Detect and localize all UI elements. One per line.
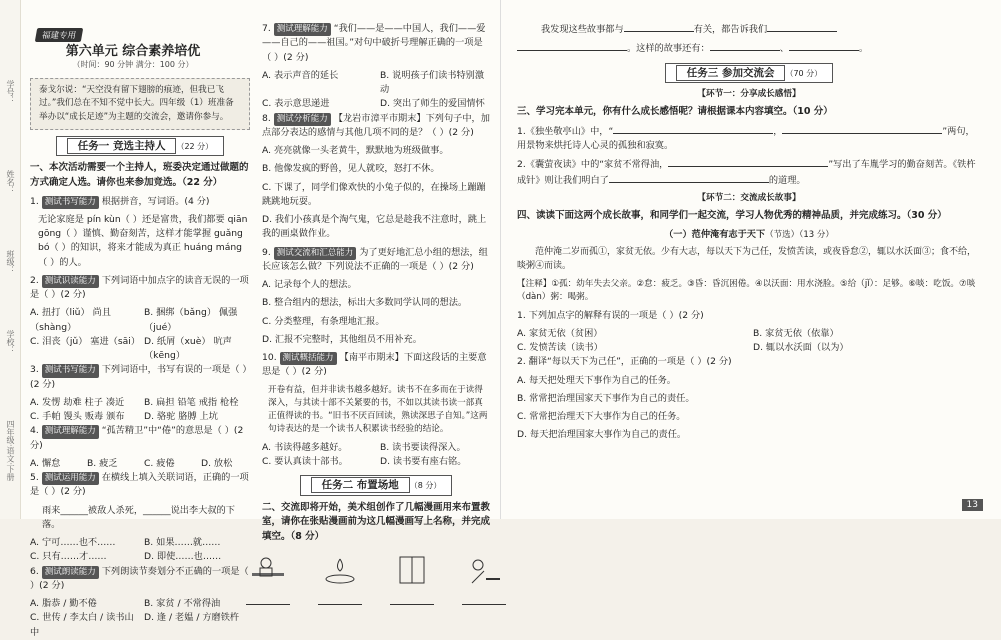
option[interactable]: D. 突出了师生的爱国情怀 (380, 98, 485, 110)
found-line (517, 22, 981, 37)
skill-tag: 测试理解能力 (42, 425, 99, 438)
option[interactable]: B. 整合组内的想法，标出大多数同学认同的想法。 (262, 297, 468, 309)
q3-head-text: 三、学习完本单元，你有什么成长感悟呢？请根据课本内容填空。 (517, 106, 793, 118)
option[interactable]: A. 亮亮就像一头老黄牛，默默地为班级做事。 (262, 145, 449, 156)
option[interactable]: D. 逢 / 老媪 / 方磨铁杵 (144, 612, 240, 624)
found-blank-2[interactable] (767, 22, 837, 32)
q10-options (262, 441, 490, 470)
task1-title: 任务一 竞选主持人 (67, 138, 177, 154)
product-label: 四年级·语文·下册 (6, 420, 15, 482)
q1-item-1: 1. 测试书写能力 根据拼音，写词语。(4 分) (30, 195, 250, 209)
option[interactable]: C. 疲倦 (144, 457, 175, 469)
q10: 10. 测试概括能力 【南平市期末】下面这段话的主要意思是（ ）(2 分) (262, 352, 487, 378)
option[interactable]: C. 手帕 馒头 贩毒 颁布 (30, 411, 125, 423)
q8: 8. 测试分析能力 【龙岩市漳平市期末】下列句子中，加点部分表达的感情与其他几项不同的是？（ ）(2 分) (262, 112, 490, 138)
option[interactable]: D. 纸屑（xuè） 吭声（kēng） (144, 335, 232, 362)
found-blank-3[interactable] (517, 41, 627, 51)
question-1 (30, 161, 250, 190)
task3-header (517, 63, 981, 83)
option[interactable]: D. 辄以水沃面（以为） (753, 342, 849, 354)
classical-passage: 范仲淹二岁而孤①，家贫无依。少有大志，每以天下为己任，发愤苦读，或夜昏怠②，辄以水沃面③；食不给，啖粥④而读。 (517, 247, 977, 272)
option[interactable]: A. 脂恭 / 勤不倦 (30, 598, 97, 610)
right-page (500, 0, 1001, 519)
question-3 (517, 105, 981, 120)
intro-quote: 泰戈尔说：“天空没有留下翅膀的痕迹，但我已飞过。”我们总在不知不觉中长大。四年级（1）班准备举办以“成长足迹”为主题的交流会，邀请你参与。 (30, 78, 250, 130)
option[interactable]: A. 表示声音的延长 (262, 69, 339, 81)
option[interactable]: B. 家贫 / 不常得油 (144, 598, 221, 610)
option[interactable]: D. 读书要有座右铭。 (380, 456, 467, 467)
found-line-2: 。这样的故事还有： 、 。 (517, 41, 981, 56)
q2-options (30, 306, 250, 363)
option[interactable]: A. 家贫无依（贫困） (517, 327, 603, 339)
comic-1-title-blank[interactable] (246, 598, 290, 605)
option[interactable]: A. 书读得越多越好。 (262, 441, 348, 453)
r-q3-1-text: 1.《独坐敬亭山》中，“ (517, 125, 614, 137)
q8-text: 下列句子中，加点部分表达的感情与其他几项不同的是？（ ）(2 分) (262, 112, 490, 138)
option[interactable]: B. 扁担 铅笔 戒指 枪栓 (144, 396, 239, 408)
region-badge: 福建专用 (35, 28, 83, 42)
option[interactable]: C. 世传 / 李太白 / 读书山中 (30, 612, 134, 638)
option[interactable]: B. 疲乏 (87, 457, 118, 469)
option[interactable]: A. 宁可……也不…… (30, 537, 116, 549)
q4-head-text: 四、读读下面这两个成长故事，和同学们一起交流，学习人物优秀的精神品质，并完成练习。 (517, 210, 907, 222)
right-column (517, 22, 981, 447)
skill-tag: 测试交流和汇总能力 (274, 247, 357, 260)
r-q3-2-text: 2.《囊萤夜读》中的“家贫不常得油， (517, 159, 669, 171)
section-2-label: 【环节二：交流成长故事】 (697, 192, 801, 203)
option[interactable]: B. 如果……就…… (144, 537, 221, 549)
poem-blank-3[interactable] (668, 157, 828, 167)
q6-text: 下列朗读节奏划分不正确的一项是（ ）(2 分) (30, 565, 249, 591)
q4-text: “孤苦精卫”中“倦”的意思是（ ）(2 分) (30, 425, 244, 451)
found-end: 。这样的故事还有： (627, 43, 710, 55)
poem-blank-2[interactable] (782, 124, 942, 134)
option[interactable]: D. 我们小孩真是个淘气鬼，它总是趁我不注意时，跳上我的画桌做作业。 (262, 214, 487, 240)
option[interactable]: C. 泪丧（jǔ） 塞进（sāi） (30, 335, 141, 347)
passage-title (517, 228, 981, 242)
q1-item-5: 5. 测试运用能力 在横线上填入关联词语，正确的一项是（ ）(2 分) (30, 472, 249, 498)
oil-lamp-icon (318, 553, 362, 587)
found-blank-5[interactable] (789, 41, 859, 51)
q1-item-6: 6. 测试朗读能力 下列朗读节奏划分不正确的一项是（ ）(2 分) (30, 565, 249, 591)
task2-score: （8 分） (409, 481, 442, 491)
reading-girl-icon (246, 553, 290, 587)
q5-sentence: 雨来______被敌人杀死，______说出李大叔的下落。 (42, 504, 235, 530)
passage-source: （节选）（13 分） (765, 229, 834, 240)
option[interactable]: D. 即使……也…… (144, 551, 222, 563)
q9-text: 为了更好地汇总小组的想法，组长应该怎么做？下列说法不正确的一项是（ ）(2 分) (262, 246, 488, 272)
found-blank-1[interactable] (624, 22, 694, 32)
q7: 7. 测试理解能力 “我们——是——中国人，我们——爱——自己的——祖国。”对句中破折号理解正确的一项是（ ）(2 分) (262, 23, 486, 63)
q9: 9. 测试交流和汇总能力 为了更好地汇总小组的想法，组长应该怎么做？下列说法不正确的一项是（ ）(2 分) (262, 246, 488, 272)
q3-head-score: （10 分） (792, 106, 833, 118)
annotation: 【注释】①孤：幼年失去父亲。②怠：疲乏。③昏：昏沉困倦。④以沃面：用水浇脸。⑤给（jǐ）：足够。⑥啖：吃饭。⑦啖（dàn）粥：喝粥。 (517, 278, 976, 303)
q8-source: 【龙岩市漳平市期末】 (333, 112, 426, 124)
skill-tag: 测试运用能力 (42, 472, 99, 485)
option[interactable]: D. 放松 (201, 457, 233, 469)
q5-options (30, 536, 250, 565)
comic-2-title-blank[interactable] (318, 598, 362, 605)
skill-tag: 测试概括能力 (280, 352, 337, 365)
option[interactable]: C. 只有……才…… (30, 551, 107, 563)
poem-blank-4[interactable] (609, 173, 769, 183)
r-q3-1: 1.《独坐敬亭山》中，“ ， ”两句，用景物来烘托诗人心灵的孤独和寂寞。 (517, 125, 975, 152)
option[interactable]: B. 捆绑（bǎng） 佩强（jué） (144, 307, 238, 333)
comic-3[interactable] (390, 553, 434, 605)
comic-3-title-blank[interactable] (390, 598, 434, 605)
option[interactable]: C. 分类整理，有条理地汇报。 (262, 315, 385, 327)
option[interactable]: A. 记录每个人的想法。 (262, 279, 357, 290)
option[interactable]: A. 每天把处理天下事作为自己的任务。 (517, 374, 676, 386)
student-id-label: 学号： (6, 80, 15, 104)
option[interactable]: A. 扭打（liǔ） 尚且（shàng） (30, 307, 111, 333)
r-q3-2-mid: ”写出了车胤学习的勤奋刻苦。《铁杵成针》则让我们明白了 (517, 159, 976, 186)
option[interactable]: B. 家贫无依（依靠） (753, 327, 839, 339)
q3-text: 下列词语中，书写有误的一项是（ ）(2 分) (30, 364, 248, 390)
q1-item-4: 4. 测试理解能力 “孤苦精卫”中“倦”的意思是（ ）(2 分) (30, 425, 244, 451)
grinding-iron-icon (462, 553, 506, 587)
school-label: 学校： (6, 330, 15, 354)
skill-tag: 测试朗读能力 (42, 566, 99, 579)
option[interactable]: B. 他像发疯的野兽，见人就咬，怒打不休。 (262, 163, 440, 175)
found-prefix: 我发现这些故事都与 (541, 24, 624, 35)
comic-row (262, 553, 490, 605)
option[interactable]: D. 每天把治理国家大事作为自己的责任。 (517, 429, 687, 441)
option[interactable]: C. 下课了，同学们像欢快的小兔子似的，在操场上蹦蹦跳跳地玩耍。 (262, 181, 486, 207)
q4-options (30, 457, 250, 471)
option[interactable]: B. 读书要读得深入。 (380, 441, 466, 453)
q1-score: （22 分） (182, 176, 223, 188)
section-1-label: 【环节一：分享成长感悟】 (697, 88, 801, 99)
task2-title: 任务二 布置场地 (311, 477, 410, 493)
option[interactable]: C. 发愤苦读（读书） (517, 342, 603, 354)
student-name-label: 姓名： (6, 170, 15, 194)
q6-options (30, 597, 250, 640)
r-q3-2 (517, 157, 981, 188)
task1-score: （22 分） (176, 141, 214, 151)
q11-text: 二、交流即将开始，美术组创作了几幅漫画用来布置教室，请你在张贴漫画前为这几幅漫画写上名称，并完成填空。 (262, 501, 491, 542)
q5-text: 在横线上填入关联词语，正确的一项是（ ）(2 分) (30, 472, 249, 498)
left-column (30, 78, 250, 640)
skill-tag: 测试分析能力 (274, 113, 331, 126)
skill-tag: 测试理解能力 (274, 23, 331, 36)
comic-4[interactable] (462, 553, 506, 605)
skill-tag: 测试识读能力 (42, 275, 99, 288)
option[interactable]: A. 发愣 劫难 柱子 凑近 (30, 396, 125, 408)
r-q3-1-end: ”两句，用景物来烘托诗人心灵的孤独和寂寞。 (517, 125, 975, 152)
comic-1[interactable] (246, 553, 290, 605)
q1-item-2-text: 下列词语中加点字的读音无误的一项是（ ）(2 分) (30, 274, 249, 301)
option[interactable]: C. 常常把治理天下大事作为自己的任务。 (517, 411, 686, 423)
pinyin-passage[interactable]: 无论家庭是 pín kùn（ ）还是富贵，我们都要 qiān gōng（ ）谨慎、勤奋刻苦，这样才能掌握 guǎng bó（ ）的知识，将来才能成为真正 huáng máng（ ）的人。 (38, 213, 248, 268)
task1-header (30, 136, 250, 156)
task2-header (262, 475, 490, 495)
task3-title: 任务三 参加交流会 (676, 65, 786, 81)
r-q3-2-end: 的道理。 (768, 174, 806, 186)
option[interactable]: A. 懈怠 (30, 457, 61, 469)
r-q2: 2. 翻译“每以天下为己任”，正确的一项是（ ）(2 分) (517, 356, 732, 368)
q4-head-score: （30 分） (906, 210, 947, 222)
q11-score: （8 分） (290, 530, 325, 542)
question-2 (262, 501, 490, 545)
option[interactable]: C. 表示意思递进 (262, 98, 330, 110)
lamp-study-icon (390, 553, 434, 587)
option[interactable]: C. 要认真读十部书。 (262, 456, 348, 467)
passage-title-text: （一）范仲淹有志于天下 (664, 228, 766, 240)
q1-item-3: 3. 测试书写能力 下列词语中，书写有误的一项是（ ）(2 分) (30, 364, 248, 390)
comic-2[interactable] (318, 553, 362, 605)
q7-options (262, 69, 490, 112)
r-q1-options (517, 327, 981, 356)
q7-text: “我们——是——中国人，我们——爱——自己的——祖国。”对句中破折号理解正确的一项是（ ）(2 分) (262, 23, 486, 63)
found-blank-4[interactable] (710, 41, 780, 51)
middle-column (262, 22, 490, 605)
skill-tag: 测试书写能力 (42, 364, 99, 377)
option[interactable]: B. 说明孩子们读书特别激动 (380, 69, 485, 95)
q10-passage: 开卷有益，但并非读书越多越好。读书不在多而在于读得深入，与其读十部不关紧要的书，不如以其读书读一部真正值得读的书。“旧书不厌百回读，熟读深思子自知。”这两句诗表达的是一个读书人积累读书经验的结论。 (268, 384, 488, 435)
r-q1: 1. 下列加点字的解释有误的一项是（ ）(2 分) (517, 309, 704, 321)
question-4 (517, 209, 981, 224)
q1-text: 一、本次活动需要一个主持人，班委决定通过做题的方式确定人选。请你也来参加竞选。 (30, 162, 249, 188)
comic-4-title-blank[interactable] (462, 598, 506, 605)
skill-tag: 测试书写能力 (42, 196, 99, 209)
q3-options (30, 396, 250, 425)
class-label: 班级： (6, 250, 15, 274)
task3-score: （70 分） (785, 68, 823, 78)
option[interactable]: D. 骆驼 胳膊 上坑 (144, 411, 218, 423)
left-page (0, 0, 500, 638)
page-title: 第六单元 综合素养培优 (65, 44, 201, 59)
found-mid: 有关，都告诉我们 (693, 24, 768, 35)
option[interactable]: B. 常常把治理国家天下事作为自己的责任。 (517, 392, 695, 404)
q10-source: 【南平市期末】 (339, 352, 404, 363)
q1-item-2: 2. 测试识读能力 下列词语中加点字的读音无误的一项是（ ）(2 分) (30, 274, 249, 301)
option[interactable]: D. 汇报不完整时，其他组员不用补充。 (262, 333, 422, 345)
page-number: 13 (962, 499, 983, 511)
exam-info: （时间：90 分钟 满分：100 分） (72, 60, 194, 69)
poem-blank-1[interactable] (613, 124, 773, 134)
binding-strip (0, 0, 21, 519)
q10-text: 下面这段话的主要意思是（ ）(2 分) (262, 352, 487, 378)
q1-item-1-text: 根据拼音，写词语。(4 分) (101, 195, 210, 207)
